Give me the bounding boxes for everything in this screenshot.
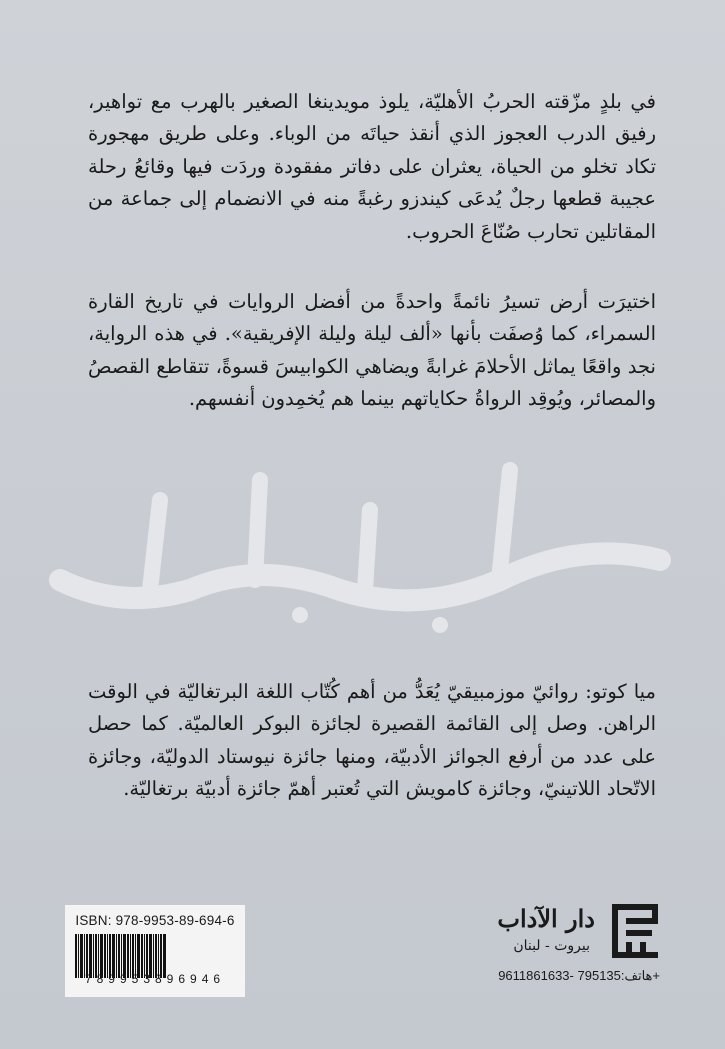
publisher-phone: هاتف:795135 -9611861633+ xyxy=(498,968,660,983)
publisher-logo-icon xyxy=(612,904,658,958)
author-bio-paragraph: ميا كوتو: روائيّ موزمبيقيّ يُعَدُّ من أهم كُتّاب اللغة البرتغاليّة في الوقت الراهن. وصل إلى القائمة القصيرة لجائزة البوكر العالميّة. كما حصل على عدد من أرفع الجوائز الأدبيّة، ومنها جائزة نيوستاد الدوليّة، وجائزة الاتّحاد اللاتينيّ، وجائزة كامويش التي تُعتبر أهمّ جائزة أدبيّة برتغاليّة. xyxy=(88,679,656,800)
barcode-digits: 789953896946 xyxy=(84,972,226,986)
synopsis-paragraph: في بلدٍ مزّقته الحربُ الأهليّة، يلوذ مويدينغا الصغير بالهرب مع تواهير، رفيق الدرب العجوز الذي أنقذ حياتَه من الوباء. وعلى طريق مهجورة تكاد تخلو من الحياة، يعثران على دفاتر مفقودة وردَت فيها وقائعُ رحلة عجيبة قطعها رجلٌ يُدعَى كيندزو رغبةً منه في الانضمام إلى جماعة من المقاتلين تحارب صُنّاعَ الحروب. xyxy=(88,89,656,243)
publisher-name: دار الآداب xyxy=(497,904,595,933)
publisher-city: بيروت - لبنان xyxy=(513,938,590,954)
praise-paragraph: اختيرَت أرض تسيرُ نائمةً واحدةً من أفضل الروايات في تاريخ القارة السمراء، كما وُصفَت بأنها «ألف ليلة وليلة الإفريقية». في هذه الرواية، نجد واقعًا يماثل الأحلامَ غرابةً ويضاهي الكوابيسَ قسوةً، تتقاطع القصصُ والمصائر، ويُوقِد الرواةُ حكاياتهم بينما هم يُخمِدون أنفسهم. xyxy=(88,289,656,410)
isbn-label: ISBN: 978-9953-89-694-6 xyxy=(75,913,235,928)
calligraphy-watermark xyxy=(40,440,680,640)
publisher-block xyxy=(470,898,660,998)
isbn-barcode xyxy=(65,905,245,997)
